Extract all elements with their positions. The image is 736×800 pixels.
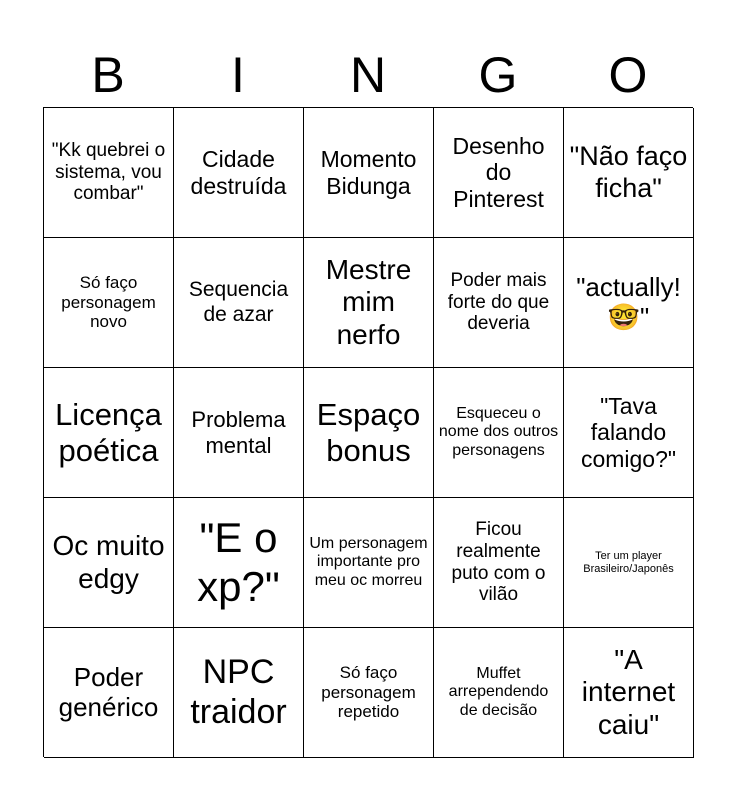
bingo-cell[interactable]: Poder genérico	[44, 628, 174, 758]
header-letter-b: B	[91, 47, 125, 103]
bingo-header	[43, 40, 693, 110]
bingo-cell[interactable]: Um personagem importante pro meu oc morreu	[304, 498, 434, 628]
bingo-cell[interactable]: "E o xp?"	[174, 498, 304, 628]
bingo-cell[interactable]: Mestre mim nerfo	[304, 238, 434, 368]
header-letter-i: I	[231, 47, 245, 103]
bingo-cell[interactable]: Só faço personagem novo	[44, 238, 174, 368]
bingo-cell[interactable]: "Não faço ficha"	[564, 108, 694, 238]
bingo-cell[interactable]: "A internet caiu"	[564, 628, 694, 758]
bingo-cell[interactable]: Oc muito edgy	[44, 498, 174, 628]
bingo-board	[43, 107, 693, 757]
bingo-cell[interactable]: "Tava falando comigo?"	[564, 368, 694, 498]
header-letter-g: G	[478, 47, 518, 103]
bingo-cell[interactable]: NPC traidor	[174, 628, 304, 758]
bingo-cell[interactable]: Problema mental	[174, 368, 304, 498]
bingo-cell[interactable]: "Kk quebrei o sistema, vou combar"	[44, 108, 174, 238]
bingo-cell[interactable]: Muffet arrependendo de decisão	[434, 628, 564, 758]
bingo-cell[interactable]: Sequencia de azar	[174, 238, 304, 368]
bingo-cell[interactable]: Esqueceu o nome dos outros personagens	[434, 368, 564, 498]
bingo-cell[interactable]: Espaço bonus	[304, 368, 434, 498]
bingo-cell[interactable]: Poder mais forte do que deveria	[434, 238, 564, 368]
bingo-cell[interactable]: Ter um player Brasileiro/Japonês	[564, 498, 694, 628]
bingo-cell[interactable]: Momento Bidunga	[304, 108, 434, 238]
bingo-cell[interactable]: Cidade destruída	[174, 108, 304, 238]
header-letter-o: O	[608, 47, 648, 103]
header-letter-n: N	[349, 47, 387, 103]
bingo-cell[interactable]: "actually! 🤓"	[564, 238, 694, 368]
bingo-cell[interactable]: Licença poética	[44, 368, 174, 498]
bingo-cell[interactable]: Desenho do Pinterest	[434, 108, 564, 238]
bingo-cell[interactable]: Ficou realmente puto com o vilão	[434, 498, 564, 628]
bingo-cell[interactable]: Só faço personagem repetido	[304, 628, 434, 758]
